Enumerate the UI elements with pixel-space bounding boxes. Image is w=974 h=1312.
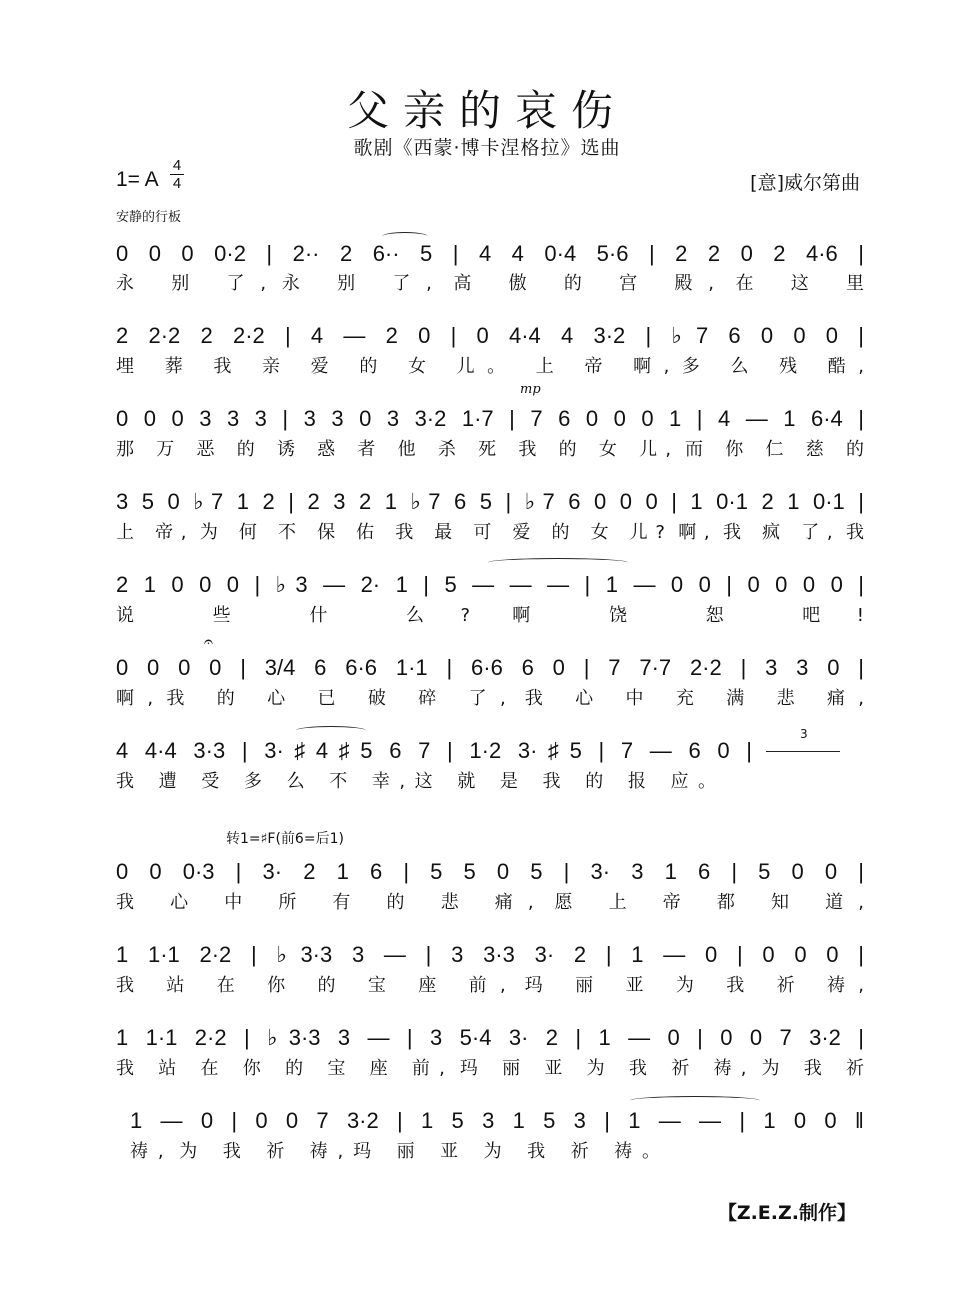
notation-line-6: 0 0 0 0 | 3/4 6 6·6 1·1 | 6·6 6 0 | 7 7·7 2·2 | 3 3 0 |	[116, 655, 864, 680]
lyrics-line-3: 那 万 恶 的 诱 惑 者 他 杀 死 我 的 女 儿, 而 你 仁 慈 的	[116, 439, 864, 460]
modulation-marking: 转1=♯F(前6=后1)	[226, 831, 344, 847]
notation-line-5: 2 1 0 0 0 | ♭3 — 2· 1 | 5 — — — | 1 — 0 0 | 0 0 0 0 |	[116, 572, 864, 597]
notation-line-1: 0 0 0 0·2 | 2·· 2 6·· 5 | 4 4 0·4 5·6 | 2 2 0 2 4·6 |	[116, 241, 864, 266]
notation-line-4: 3 5 0 ♭7 1 2 | 2 3 2 1 ♭7 6 5 | ♭7 6 0 0 0 | 1 0·1 2 1 0·1 |	[116, 489, 864, 514]
lyrics-line-11: 祷, 为 我 祈 祷,玛 丽 亚 为 我 祈 祷。	[130, 1141, 660, 1162]
lyrics-line-5: 说 些 什 么? 啊 饶 恕 吧!	[116, 605, 864, 626]
slur-mark	[382, 232, 428, 241]
lyrics-line-1: 永 别 了,永 别 了, 高 傲 的 宫 殿, 在 这 里	[116, 273, 864, 294]
fermata-icon: 𝄐	[204, 632, 213, 651]
lyrics-line-6: 啊,我 的 心 已 破 碎 了, 我 心 中 充 满 悲 痛,	[116, 688, 864, 709]
lyrics-line-8: 我 心 中 所 有 的 悲 痛, 愿 上 帝 都 知 道,	[116, 892, 864, 913]
notation-line-2: 2 2·2 2 2·2 | 4 — 2 0 | 0 4·4 4 3·2 | ♭7 6 0 0 0 |	[116, 323, 864, 348]
notation-line-11: 1 — 0 | 0 0 7 3·2 | 1 5 3 1 5 3 | 1 — — | 1 0 0 ‖	[130, 1108, 864, 1133]
notation-line-7: 4 4·4 3·3 | 3·♯4♯5 6 7 | 1·2 3·♯5 | 7 — 6 0 |	[116, 738, 752, 763]
slur-mark	[630, 1096, 760, 1105]
notation-line-3: 0 0 0 3 3 3 | 3 3 0 3 3·2 1·7 | 7 6 0 0 0 1 | 4 — 1 6·4 |	[116, 406, 864, 431]
triplet-number: 3	[800, 727, 808, 741]
credit-label: 【Z.E.Z.制作】	[717, 1202, 856, 1224]
key-signature: 1= A	[116, 168, 159, 191]
composer: [意]威尔第曲	[750, 172, 860, 194]
lyrics-line-10: 我 站 在 你 的 宝 座 前, 玛 丽 亚 为 我 祈 祷, 为 我 祈	[116, 1058, 864, 1079]
tempo-marking: 安静的行板	[116, 210, 182, 225]
notation-line-9: 1 1·1 2·2 | ♭3·3 3 — | 3 3·3 3· 2 | 1 — 0 | 0 0 0 |	[116, 942, 864, 967]
notation-line-10: 1 1·1 2·2 | ♭3·3 3 — | 3 5·4 3· 2 | 1 — 0 | 0 0 7 3·2 |	[116, 1025, 864, 1050]
lyrics-line-4: 上 帝, 为 何 不 保 佑 我 最 可 爱 的 女 儿? 啊, 我 疯 了, 我	[116, 522, 864, 543]
lyrics-line-7: 我 遭 受 多 么 不 幸,这 就 是 我 的 报 应。	[116, 771, 716, 792]
notation-line-8: 0 0 0·3 | 3· 2 1 6 | 5 5 0 5 | 3· 3 1 6 | 5 0 0 |	[116, 859, 864, 884]
triplet-bracket	[766, 727, 840, 752]
lyrics-line-2: 埋 葬 我 亲 爱 的 女 儿。 上 帝 啊,多 么 残 酷,	[116, 356, 864, 377]
song-title: 父亲的哀伤	[346, 86, 627, 135]
dynamic-mark-mp: mp	[520, 382, 541, 397]
time-signature-bottom: 4	[172, 175, 182, 192]
time-signature-top: 4	[172, 157, 182, 174]
slur-mark	[488, 558, 628, 567]
slur-mark	[296, 726, 366, 735]
time-signature	[170, 158, 184, 191]
lyrics-line-9: 我 站 在 你 的 宝 座 前, 玛 丽 亚 为 我 祈 祷,	[116, 975, 864, 996]
song-subtitle: 歌剧《西蒙·博卡涅格拉》选曲	[353, 137, 621, 159]
